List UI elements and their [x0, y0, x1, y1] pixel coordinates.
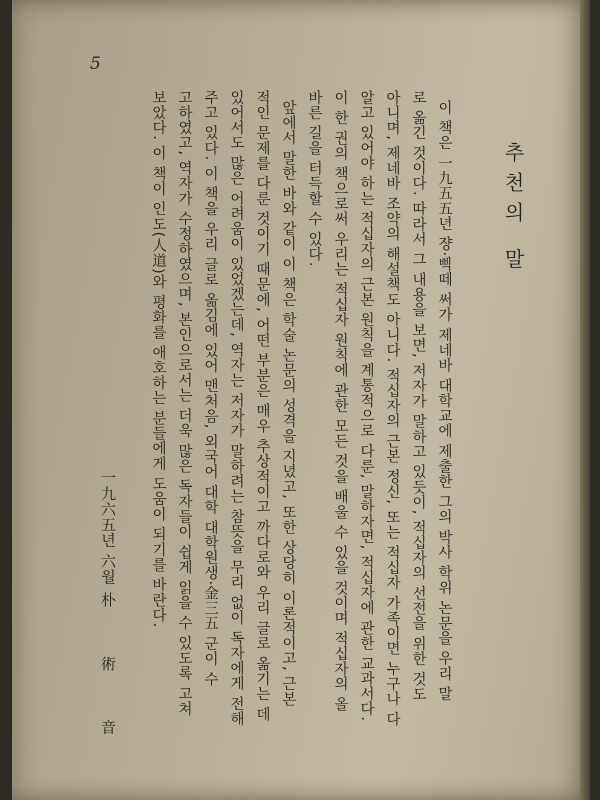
text-column: 앞에서 말한 바와 같이 이 책은 학술 논문의 성격을 지녔고, 또한 상당히 이론적이고, 근본: [280, 100, 296, 707]
page-edge: [580, 0, 590, 800]
text-column: 보았다. 이 책이 인도(人道)와 평화를 애호하는 분들에게 도움이 되기를 바란다.: [150, 90, 166, 628]
text-column: 아니며, 제네바 조약의 해설책도 아니다. 적십자의 근본 정신, 또는 적십자 가족이면 누구나 다: [384, 90, 400, 727]
text-column: 알고 있어야 하는 적십자의 근본 원칙을 계통적으로 다룬, 말하자면, 적십자에 관한 교과서다.: [358, 90, 374, 722]
text-column: 이 한 권의 책으로써 우리는 적십자 원칙에 관한 모든 것을 배울 수 있을 것이며 적십자의 올: [332, 90, 348, 712]
text-column: 있어서도 많은 어려움이 있었겠는데, 역자는 저자가 말하려는 참뜻을 무리 없이 독자에게 전해: [228, 90, 244, 727]
page-number: 5: [90, 54, 101, 74]
text-column: 이 책은 一九五五년 쟝·삑떼 써가 제네바 대학교에 제출한 그의 박사 학위 논문을 우리 말: [436, 100, 452, 702]
author-name: 朴 術 音: [99, 592, 117, 757]
page-title: 추천의 말: [501, 142, 525, 279]
text-column: 주고 있다. 이 책을 우리 글로 옮김에 있어 맨처음, 외국어 대학 대학원생·金三五 군이 수: [202, 90, 218, 687]
text-column: 로 옮긴 것이다. 따라서 그 내용을 보면, 저자가 말하고 있듯이, 적십자의 선전을 위한 것도: [410, 90, 426, 702]
date-line: 一九六五년 六월: [99, 470, 117, 585]
text-column: 바른 길을 터득할 수 있다.: [306, 90, 322, 268]
text-column: 고하였고, 역자가 수정하였으며, 본인으로서는 더욱 많은 독자들이 쉽게 읽을 수 있도록 고쳐: [176, 90, 192, 717]
book-page: [12, 0, 590, 800]
text-column: 적인 문제를 다룬 것이기 때문에, 어떤 부분은 매우 추상적이고 까다로와 우리 글로 옮기는 데: [254, 90, 270, 722]
